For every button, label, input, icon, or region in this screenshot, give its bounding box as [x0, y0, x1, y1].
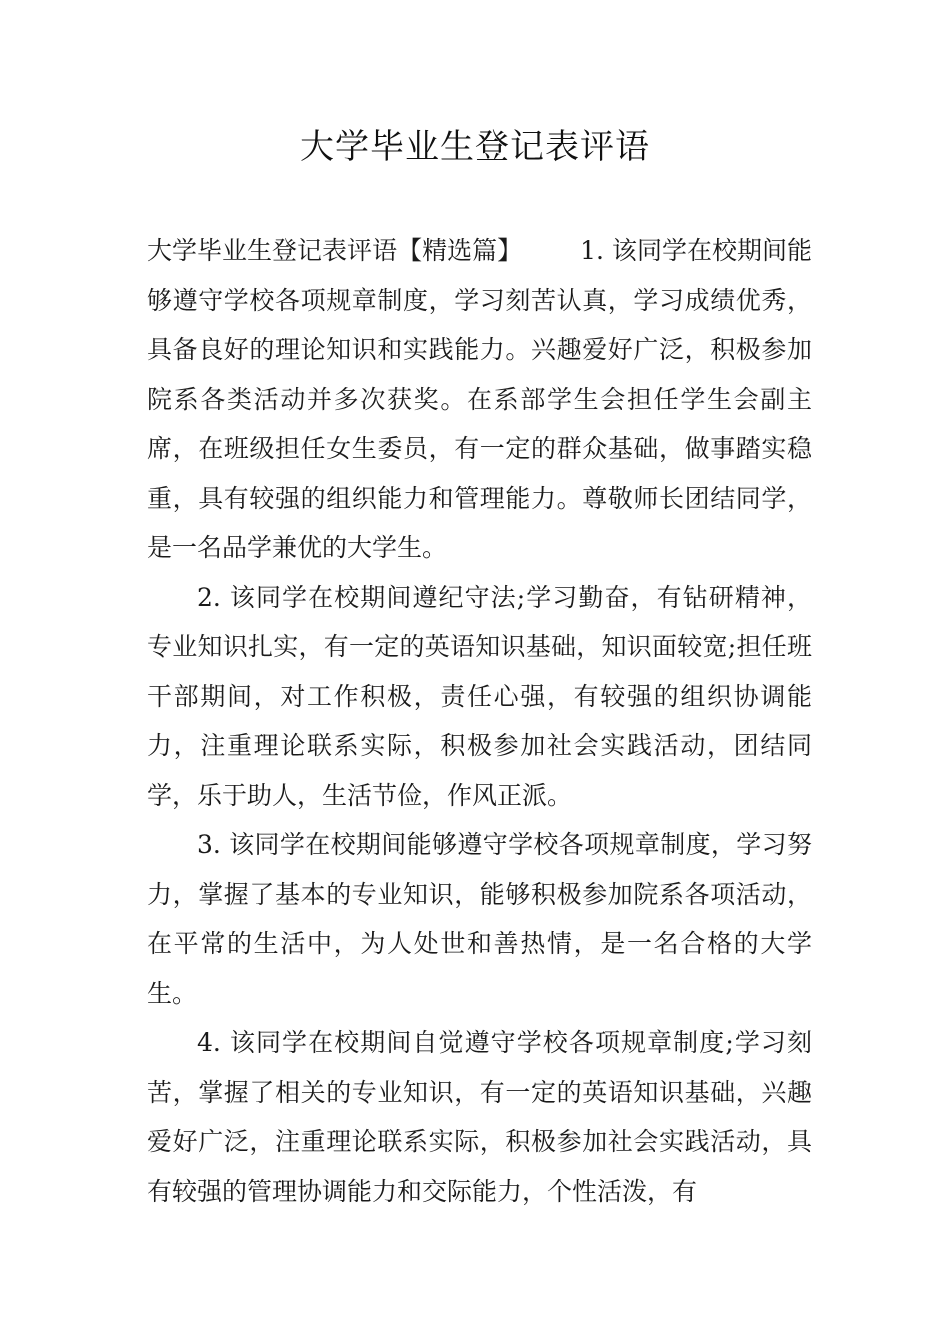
paragraph-2: 2. 该同学在校期间遵纪守法;学习勤奋，有钻研精神，专业知识扎实，有一定的英语知识基础，知识面较宽;担任班干部期间，对工作积极，责任心强，有较强的组织协调能力，注重理论联系实际，积极参加社会实践活动，团结同学，乐于助人，生活节俭，作风正派。	[147, 582, 812, 810]
document-body	[147, 226, 812, 1216]
paragraph-1	[147, 226, 812, 573]
paragraph-4: 4. 该同学在校期间自觉遵守学校各项规章制度;学习刻苦，掌握了相关的专业知识，有一定的英语知识基础，兴趣爱好广泛，注重理论联系实际，积极参加社会实践活动，具有较强的管理协调能力和交际能力，个性活泼，有	[147, 1028, 812, 1206]
lead-heading: 大学毕业生登记表评语【精选篇】	[147, 236, 523, 265]
paragraph-1-text: 1. 该同学在校期间能够遵守学校各项规章制度，学习刻苦认真，学习成绩优秀，具备良好的理论知识和实践能力。兴趣爱好广泛，积极参加院系各类活动并多次获奖。在系部学生会担任学生会副主席，在班级担任女生委员，有一定的群众基础，做事踏实稳重，具有较强的组织能力和管理能力。尊敬师长团结同学，是一名品学兼优的大学生。	[147, 236, 812, 562]
paragraph-3: 3. 该同学在校期间能够遵守学校各项规章制度，学习努力，掌握了基本的专业知识，能够积极参加院系各项活动，在平常的生活中，为人处世和善热情，是一名合格的大学生。	[147, 830, 812, 1008]
document-title: 大学毕业生登记表评语	[300, 127, 650, 167]
